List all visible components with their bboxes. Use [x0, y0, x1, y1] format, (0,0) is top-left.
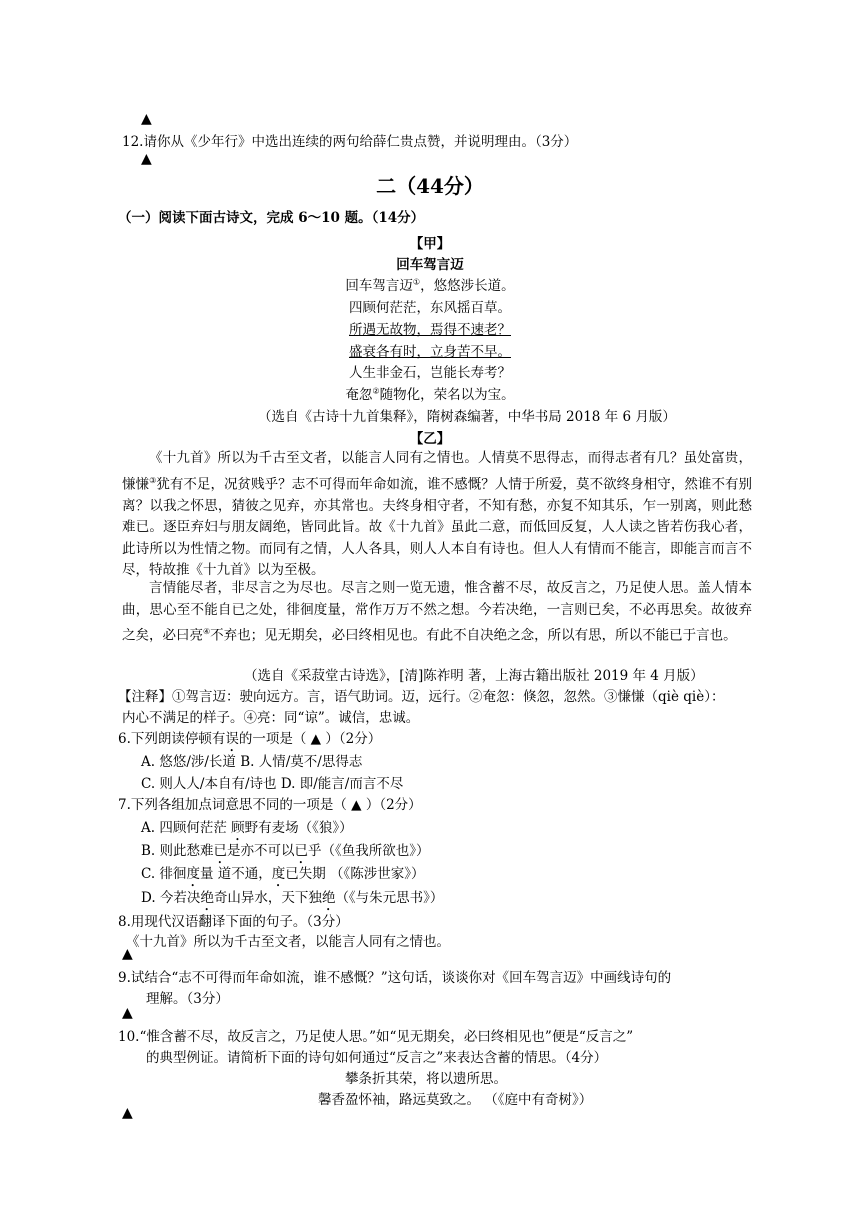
question-6: 6.下列朗读停顿有误的一项是（ ▲ ）（2分）	[118, 731, 382, 747]
prose-source: （选自《采菽堂古诗选》，[清]陈祚明 著，上海古籍出版社 2019 年 4 月版）	[244, 668, 704, 684]
poem-line: 回车驾言迈①，悠悠涉长道。	[345, 277, 515, 294]
poem-line-underlined: 所遇无故物，焉得不速老？	[349, 322, 511, 338]
poem-source: （选自《古诗十九首集释》，隋树森编著，中华书局 2018 年 6 月版）	[258, 409, 676, 425]
question-6-options-row: A. 悠悠/涉/长道 B. 人情/莫不/思得志	[141, 754, 363, 770]
prose-label: 【乙】	[409, 431, 451, 447]
question-10: 10.“惟含蓄不尽，故反言之，乃足使人思。”如“见无期矣，必曰终相见也”便是“反言之”	[118, 1029, 634, 1045]
answer-placeholder-triangle: ▲	[122, 1105, 133, 1121]
annotation-line: 【注释】①驾言迈：驶向远方。言，语气助词。迈，远行。②奄忽：倏忽，忽然。③慊慊（qiè qiè）：	[118, 689, 725, 705]
question-7-option-a: A. 四顾何茫茫 顾野有麦场（《狼》）	[141, 820, 353, 836]
question-12: 12.请你从《少年行》中选出连续的两句给薛仁贵点赞，并说明理由。（3分）	[122, 134, 578, 150]
question-10-poem-line: 馨香盈怀袖，路远莫致之。 （《庭中有奇树》）	[318, 1092, 593, 1108]
poem-line: 奄忽②随物化，荣名以为宝。	[345, 386, 515, 403]
question-8-sentence: 《十九首》所以为千古至文者，以能言人同有之情也。	[126, 934, 450, 950]
question-7-option-d: D. 今若决绝奇山异水，天下独绝（《与朱元思书》）	[141, 890, 444, 906]
question-9: 9.试结合“志不可得而年命如流，谁不感慨？”这句话，谈谈你对《回车驾言迈》中画线诗句的	[118, 970, 672, 986]
question-6-options-row: C. 则人人/本自有/诗也 D. 即/能言/而言不尽	[141, 776, 404, 792]
section-title: 二（44分）	[376, 174, 484, 198]
poem-line-underlined: 盛衰各有时，立身苦不早。	[349, 344, 511, 360]
poem-line: 人生非金石，岂能长寿考？	[349, 365, 511, 381]
poem-line: 四顾何茫茫，东风摇百草。	[349, 300, 511, 316]
answer-placeholder-triangle: ▲	[141, 151, 152, 167]
question-8: 8.用现代汉语翻译下面的句子。（3分）	[118, 914, 349, 930]
question-7: 7.下列各组加点词意思不同的一项是（ ▲ ）（2分）	[118, 797, 422, 813]
answer-placeholder-triangle: ▲	[141, 111, 152, 127]
prose-paragraph-1: 《十九首》所以为千古至文者，以能言人同有之情也。人情莫不思得志，而得志者有几？虽处富贵，慊慊③犹有不足，况贫贱乎？志不可得而年命如流，谁不感慨？人情于所爱，莫不欲终身相守，然谁不有别离？以我之怀思，猜彼之见弃，亦其常也。夫终身相守者，不知有愁，亦复不知其乐，乍一别离，则此愁难已。逐臣弃妇与朋友阔绝，皆同此旨。故《十九首》虽此二意，而低回反复，人人读之皆若伤我心者，此诗所以为性情之物。而同有之情，人人各具，则人人本自有诗也。但人人有情而不能言，即能言而言不尽，特故推《十九首》以为至极。	[122, 450, 753, 578]
question-7-option-b: B. 则此愁难已是亦不可以已乎（《鱼我所欲也》）	[141, 843, 430, 859]
poem-title: 回车驾言迈	[396, 257, 464, 273]
part-heading: （一）阅读下面古诗文，完成 6～10 题。（14分）	[118, 210, 425, 226]
answer-placeholder-triangle: ▲	[122, 946, 133, 962]
question-7-option-c: C. 徘徊度量 道不通，度已失期 （《陈涉世家》）	[141, 866, 425, 882]
question-9-continuation: 理解。（3分）	[146, 991, 229, 1007]
answer-placeholder-triangle: ▲	[122, 1005, 133, 1021]
question-10-continuation: 的典型例证。请简析下面的诗句如何通过“反言之”来表达含蓄的情思。（4分）	[146, 1050, 608, 1066]
annotation-line: 内心不满足的样子。④亮：同“谅”。诚信，忠诚。	[122, 710, 420, 726]
poem-label: 【甲】	[409, 236, 451, 252]
question-10-poem-line: 攀条折其荣，将以遗所思。	[345, 1071, 507, 1087]
prose-paragraph-2: 言情能尽者，非尽言之为尽也。尽言之则一览无遗，惟含蓄不尽，故反言之，乃足使人思。盖人情本曲，思心至不能自已之处，徘徊度量，常作万万不然之想。今若决绝，一言则已矣，不必再思矣。故彼弃之矣，必曰亮④不弃也；见无期矣，必曰终相见也。有此不自决绝之念，所以有思，所以不能已于言也。	[122, 580, 752, 644]
